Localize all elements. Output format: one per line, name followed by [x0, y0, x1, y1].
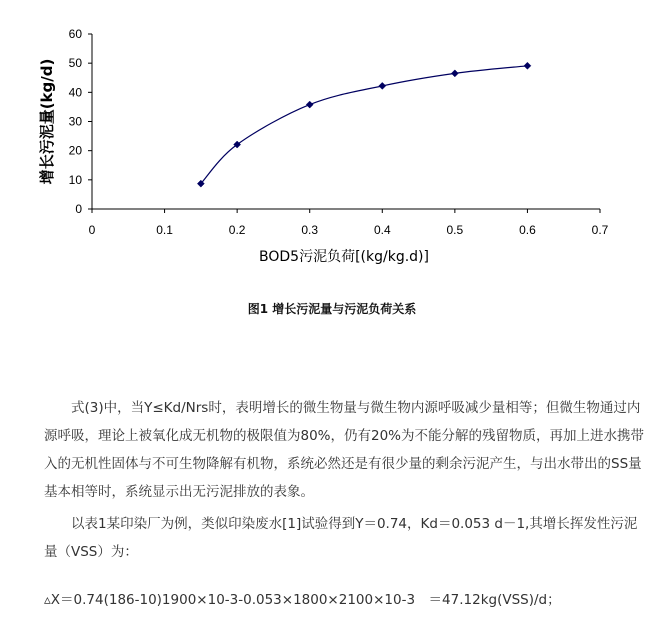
formula-line: ▵X＝0.74(186-10)1900×10-3-0.053×1800×2100×10-3 ＝47.12kg(VSS)/d； — [44, 592, 561, 608]
sludge-growth-chart — [0, 0, 664, 300]
x-tick-label: 0.1 — [156, 223, 173, 237]
y-tick-label: 20 — [68, 143, 82, 158]
x-tick-label: 0.7 — [591, 223, 609, 237]
y-tick-label: 0 — [75, 202, 82, 216]
x-tick-label: 0.3 — [301, 223, 319, 237]
x-tick-label: 0.6 — [519, 223, 536, 237]
paragraph-example: 以表1某印染厂为例，类似印染废水[1]试验得到Y＝0.74，Kd＝0.053 d－1,其增长挥发性污泥量（VSS）为： — [44, 516, 638, 560]
data-point — [306, 101, 313, 108]
x-axis-label: BOD5污泥负荷[(kg/kg.d)] — [259, 249, 429, 265]
x-tick-label: 0.4 — [373, 223, 391, 237]
data-point — [451, 70, 458, 77]
x-tick-label: 0 — [88, 223, 96, 237]
x-tick-label: 0.5 — [446, 223, 464, 237]
data-point — [524, 62, 531, 69]
y-axis-label: 增长污泥量(kg/d) — [38, 58, 56, 185]
figure-caption: 图1 增长污泥量与污泥负荷关系 — [247, 302, 417, 316]
data-point — [379, 82, 386, 89]
y-tick-label: 10 — [68, 172, 82, 187]
paragraph-explanation: 式(3)中，当Y≤Kd/Nrs时，表明增长的微生物量与微生物内源呼吸减少量相等；但微生物通过内源呼吸，理论上被氧化成无机物的极限值为80%，仍有20%为不能分解的残留物质，再加上进水携带入的无机性固体与不可生物降解有机物，系统必然还是有很少量的剩余污泥产生，与出水带出的SS量基本相等时，系统显示出无污泥排放的表象。 — [44, 400, 645, 500]
x-tick-label: 0.2 — [228, 223, 246, 237]
y-tick-label: 30 — [68, 114, 82, 129]
y-tick-label: 50 — [68, 56, 82, 71]
y-tick-label: 60 — [68, 27, 82, 41]
series-line — [201, 66, 528, 184]
y-tick-label: 40 — [68, 85, 82, 100]
